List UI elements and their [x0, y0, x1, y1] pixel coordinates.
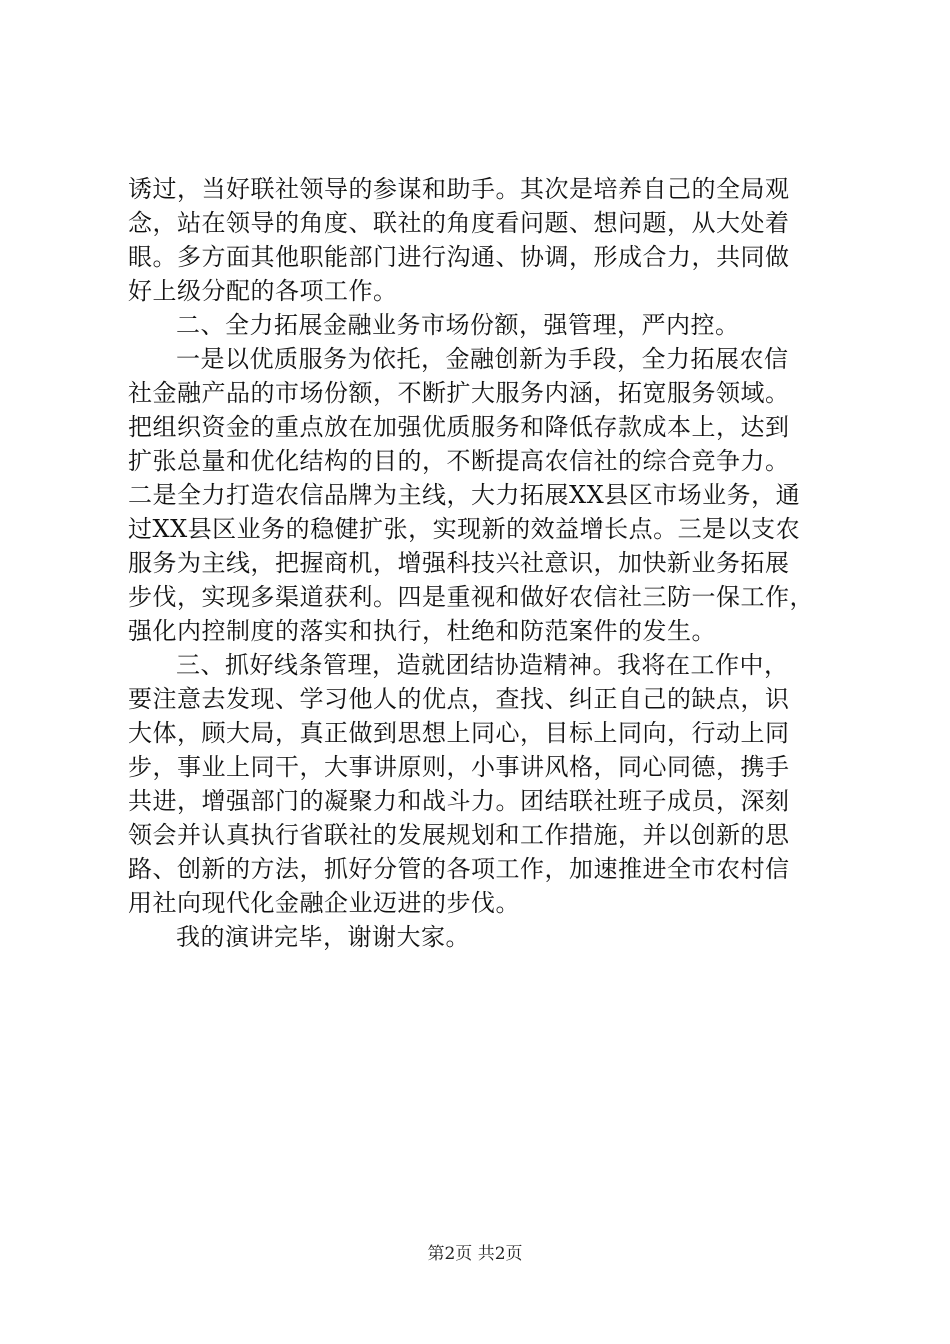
text-line: 领会并认真执行省联社的发展规划和工作措施，并以创新的思	[128, 821, 790, 849]
text-line: 服务为主线，把握商机，增强科技兴社意识，加快新业务拓展	[128, 549, 790, 577]
text-line: 大体，顾大局，真正做到思想上同心，目标上同向，行动上同	[128, 719, 790, 747]
text-line: 共进，增强部门的凝聚力和战斗力。团结联社班子成员，深刻	[128, 787, 790, 815]
text-line: 步伐，实现多渠道获利。四是重视和做好农信社三防一保工作，	[128, 583, 814, 611]
text-line: 强化内控制度的落实和执行，杜绝和防范案件的发生。	[128, 617, 716, 645]
text-line: 把组织资金的重点放在加强优质服务和降低存款成本上，达到	[128, 413, 790, 441]
text-line: 过XX县区业务的稳健扩张，实现新的效益增长点。三是以支农	[128, 515, 801, 543]
text-line: 要注意去发现、学习他人的优点，查找、纠正自己的缺点，识	[128, 685, 790, 713]
text-line: 步，事业上同干，大事讲原则，小事讲风格，同心同德，携手	[128, 753, 790, 781]
text-line: 诱过，当好联社领导的参谋和助手。其次是培养自己的全局观	[128, 175, 790, 203]
text-line: 扩张总量和优化结构的目的，不断提高农信社的综合竞争力。	[128, 447, 790, 475]
text-line: 二、全力拓展金融业务市场份额，强管理，严内控。	[176, 311, 740, 339]
text-line: 一是以优质服务为依托，金融创新为手段，全力拓展农信	[176, 345, 789, 373]
page-footer: 第2页 共2页	[427, 1244, 523, 1264]
text-line: 好上级分配的各项工作。	[128, 277, 398, 305]
text-line: 三、抓好线条管理，造就团结协造精神。我将在工作中，	[176, 651, 789, 679]
text-line: 二是全力打造农信品牌为主线，大力拓展XX县区市场业务，通	[128, 481, 801, 509]
text-line: 路、创新的方法，抓好分管的各项工作，加速推进全市农村信	[128, 855, 790, 883]
text-line: 念，站在领导的角度、联社的角度看问题、想问题，从大处着	[128, 209, 790, 237]
document-body	[128, 172, 840, 954]
text-line: 用社向现代化金融企业迈进的步伐。	[128, 889, 520, 917]
text-line: 社金融产品的市场份额，不断扩大服务内涵，拓宽服务领域。	[128, 379, 790, 407]
text-line: 我的演讲完毕，谢谢大家。	[176, 923, 470, 951]
text-line: 眼。多方面其他职能部门进行沟通、协调，形成合力，共同做	[128, 243, 790, 271]
